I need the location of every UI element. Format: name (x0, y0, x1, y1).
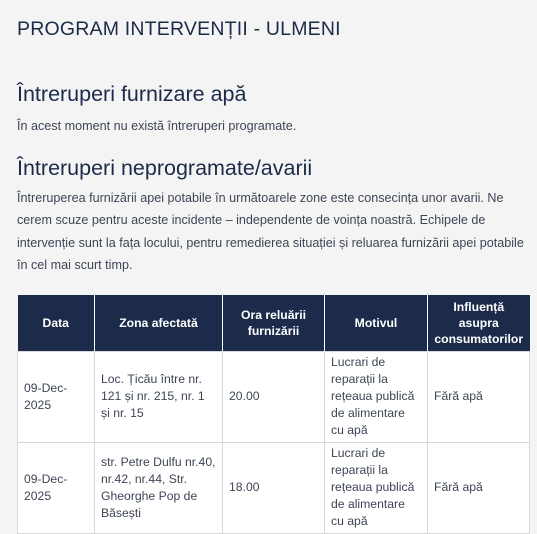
column-header-reason: Motivul (325, 295, 428, 352)
table-row (18, 351, 530, 442)
table-header-row (18, 295, 530, 352)
column-header-resume-time: Ora reluării furnizării (223, 295, 325, 352)
cell-resume-time: 20.00 (223, 351, 325, 442)
unplanned-interruptions-heading: Întreruperi neprogramate/avarii (17, 155, 313, 180)
cell-reason: Lucrari de reparații la rețeaua publică de alimentare cu apă (325, 442, 428, 533)
cell-consumer-impact: Fără apă (428, 351, 530, 442)
planned-interruptions-text: În acest moment nu există întreruperi programate. (17, 119, 297, 133)
cell-date: 09-Dec-2025 (18, 442, 95, 533)
table-header (18, 295, 530, 352)
column-header-consumer-impact: Influență asupra consumatorilor (428, 295, 530, 352)
cell-affected-zone: str. Petre Dulfu nr.40, nr.42, nr.44, Str. Gheorghe Pop de Băsești (95, 442, 223, 533)
planned-interruptions-heading: Întreruperi furnizare apă (17, 82, 247, 106)
table-row (18, 442, 530, 533)
cell-affected-zone: Loc. Țicău între nr. 121 și nr. 215, nr. 1 și nr. 15 (95, 351, 223, 442)
table-body (18, 351, 530, 533)
cell-reason: Lucrari de reparații la rețeaua publică de alimentare cu apă (325, 351, 428, 442)
column-header-date: Data (18, 295, 95, 352)
cell-resume-time: 18.00 (223, 442, 325, 533)
interruptions-table (17, 295, 530, 534)
cell-date: 09-Dec-2025 (18, 351, 95, 442)
page-title: PROGRAM INTERVENȚII - ULMENI (17, 18, 341, 40)
column-header-affected-zone: Zona afectată (95, 295, 223, 352)
cell-consumer-impact: Fără apă (428, 442, 530, 533)
unplanned-interruptions-text: Întreruperea furnizării apei potabile în următoarele zone este consecința unor avarii. Ne cerem scuze pentru aceste incidente – independente de voința noastră. Echipele de intervenție sunt la fața locului, pentru remedierea situației și reluarea furnizării apei potabile în cel mai scurt timp. (17, 190, 524, 272)
